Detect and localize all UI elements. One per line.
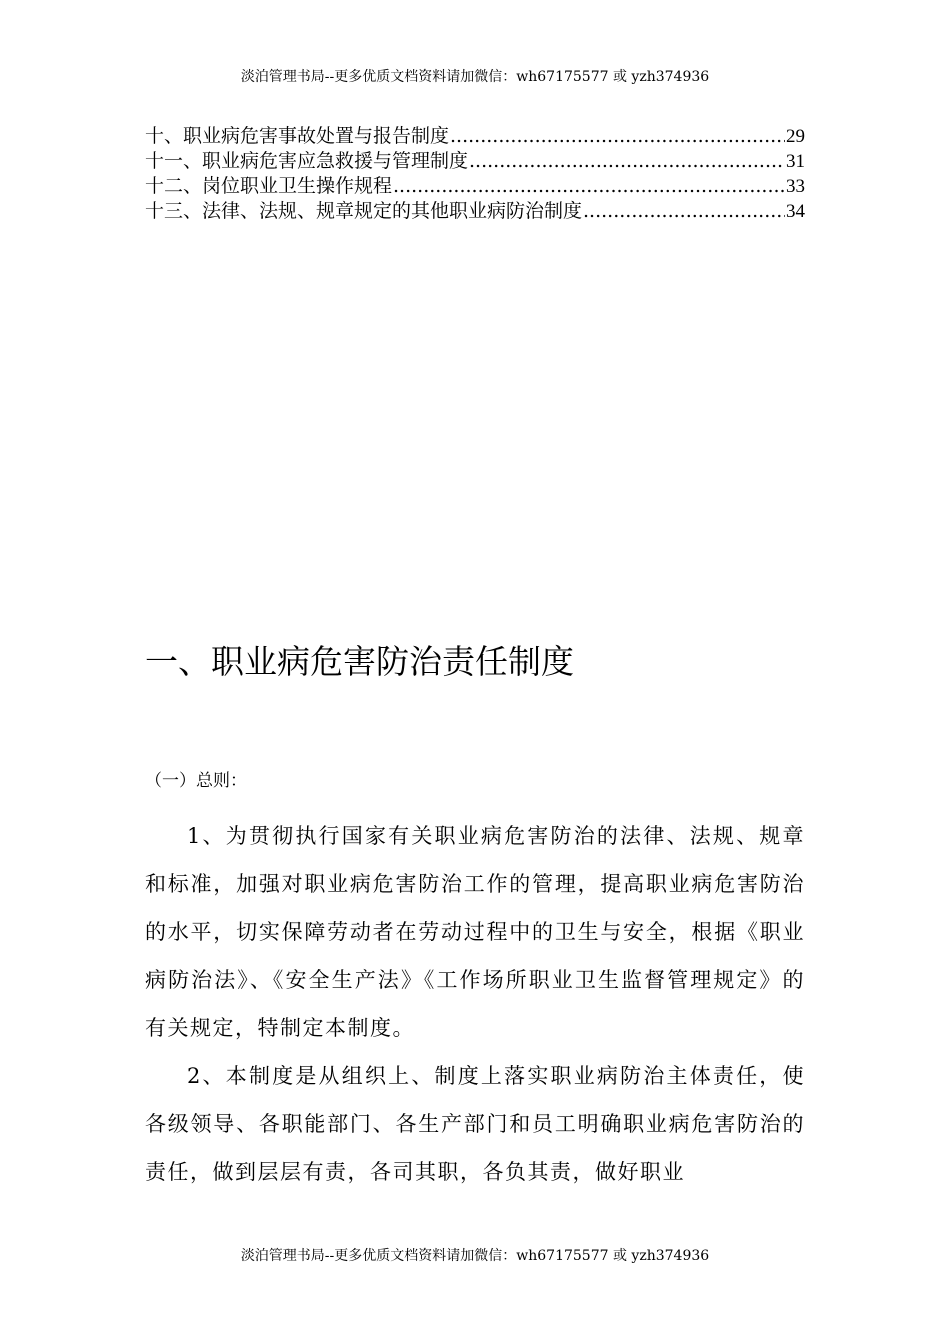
page-header: 淡泊管理书局--更多优质文档资料请加微信：wh67175577 或 yzh374936: [240, 69, 710, 85]
toc-leader-dots: [583, 199, 785, 224]
toc-entry-title: 十、职业病危害事故处置与报告制度: [145, 125, 450, 147]
paragraph: 2、本制度是从组织上、制度上落实职业病防治主体责任，使各级领导、各职能部门、各生产部门和员工明确职业病危害防治的责任，做到层层有责，各司其职，各负其责，做好职业: [145, 1064, 805, 1184]
page-footer: 淡泊管理书局--更多优质文档资料请加微信：wh67175577 或 yzh374936: [240, 1248, 710, 1264]
toc-leader-dots: [393, 174, 785, 199]
section-subheading: （一）总则：: [145, 771, 247, 791]
toc-entry-page: 33: [786, 176, 805, 197]
toc-entry-title: 十一、职业病危害应急救援与管理制度: [145, 150, 469, 172]
body-text: [145, 812, 805, 1196]
paragraph: 1、为贯彻执行国家有关职业病危害防治的法律、法规、规章和标准，加强对职业病危害防治工作的管理，提高职业病危害防治的水平，切实保障劳动者在劳动过程中的卫生与安全，根据《职业病防治法》、《安全生产法》《工作场所职业卫生监督管理规定》的有关规定，特制定本制度。: [145, 824, 805, 1040]
toc-entry-page: 29: [786, 126, 805, 147]
toc-entry-page: 31: [786, 151, 805, 172]
toc-entry-title: 十二、岗位职业卫生操作规程: [145, 175, 393, 197]
toc-entry[interactable]: [145, 124, 805, 149]
toc-entry[interactable]: [145, 174, 805, 199]
table-of-contents: [145, 124, 805, 224]
section-heading: 一、职业病危害防治责任制度: [145, 642, 574, 681]
toc-entry-title: 十三、法律、法规、规章规定的其他职业病防治制度: [145, 200, 583, 222]
toc-leader-dots: [450, 124, 785, 149]
toc-entry-page: 34: [786, 201, 805, 222]
toc-entry[interactable]: [145, 149, 805, 174]
toc-leader-dots: [469, 149, 785, 174]
toc-entry[interactable]: [145, 199, 805, 224]
